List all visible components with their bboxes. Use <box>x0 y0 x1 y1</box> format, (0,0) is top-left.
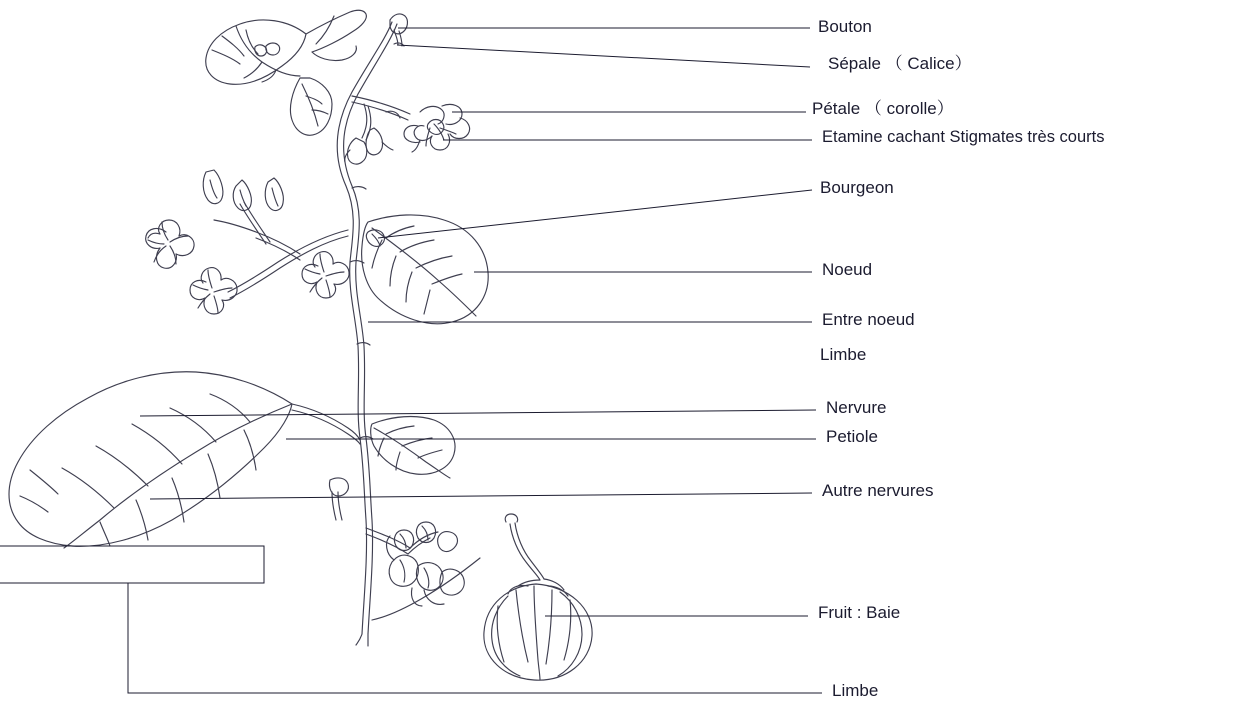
label-fruit-baie: Fruit : Baie <box>818 603 901 622</box>
label-limbe-lower: Limbe <box>832 681 879 700</box>
leader-line-bourgeon <box>378 190 812 238</box>
label-entre-noeud: Entre noeud <box>822 310 915 329</box>
leader-line-sepale <box>397 45 810 67</box>
label-limbe-upper: Limbe <box>820 345 867 364</box>
label-petale-corolle: Pétale （ corolle） <box>812 99 954 118</box>
limbe-bracket <box>0 546 264 583</box>
label-bouton: Bouton <box>818 17 872 36</box>
label-nervure: Nervure <box>826 398 887 417</box>
label-bourgeon: Bourgeon <box>820 178 894 197</box>
label-autre-nervures: Autre nervures <box>822 481 934 500</box>
limbe-bas-bracket <box>128 583 822 693</box>
label-sepale-calice: Sépale （ Calice） <box>828 54 972 73</box>
label-petiole: Petiole <box>826 427 878 446</box>
label-etamine-stigmates: Etamine cachant Stigmates très courts <box>822 128 1105 146</box>
leader-line-autre-nervures <box>150 493 812 499</box>
label-noeud: Noeud <box>822 260 873 279</box>
